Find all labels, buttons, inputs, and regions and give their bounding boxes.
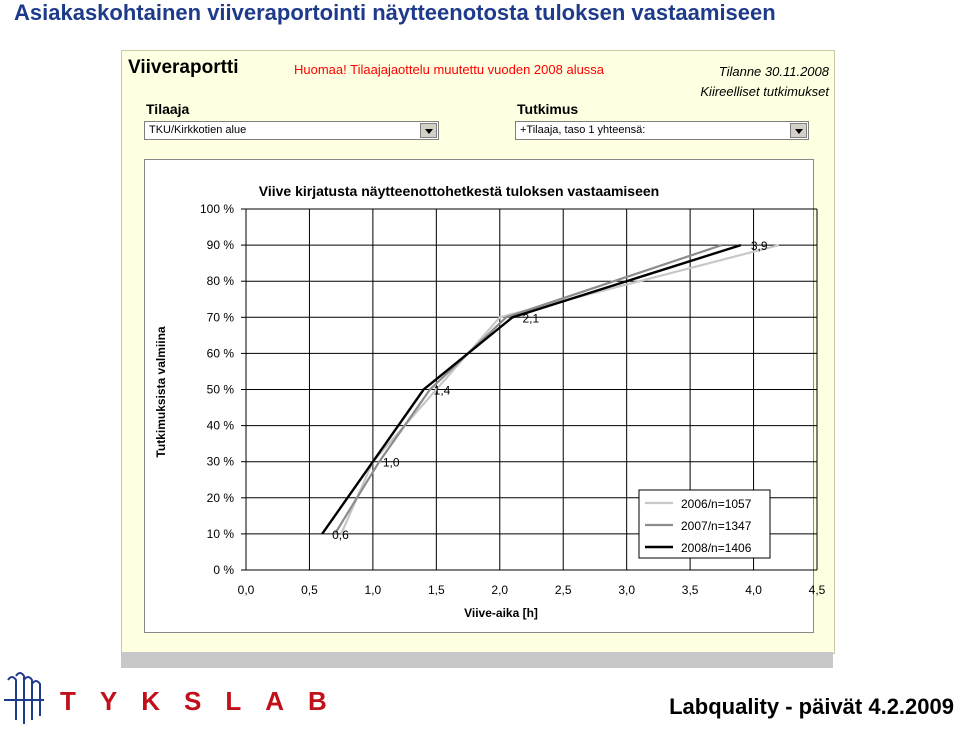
y-axis-label: Tutkimuksista valmiina	[154, 326, 168, 458]
x-tick-label: 0,0	[237, 583, 255, 597]
data-label: 2,1	[522, 311, 540, 326]
slide-title: Asiakaskohtainen viiveraportointi näytteenotosta tuloksen vastaamiseen	[14, 0, 776, 25]
test-select[interactable]	[515, 121, 809, 140]
chart-area	[144, 159, 826, 633]
y-tick-label: 40 %	[206, 418, 234, 433]
y-tick-label: 100 %	[199, 202, 234, 216]
delay-chart	[145, 160, 826, 632]
x-tick-label: 2,5	[554, 583, 572, 597]
status-block	[700, 62, 829, 102]
x-tick-label: 2,0	[491, 583, 509, 597]
data-label: 1,4	[433, 383, 451, 398]
report-panel	[121, 50, 835, 654]
chart-title: Viive kirjatusta näytteenottohetkestä tuloksen vastaamiseen	[258, 183, 660, 199]
test-select-value: +Tilaaja, taso 1 yhteensä:	[520, 124, 646, 136]
panel-scrollbar[interactable]	[121, 652, 833, 668]
customer-select[interactable]	[144, 121, 439, 140]
x-tick-label: 4,0	[745, 583, 762, 597]
y-tick-label: 10 %	[206, 526, 234, 541]
y-tick-label: 70 %	[206, 310, 234, 325]
test-label: Tutkimus	[517, 101, 579, 117]
data-label: 0,6	[332, 527, 349, 542]
x-tick-label: 0,5	[301, 583, 318, 597]
x-tick-label: 3,0	[618, 583, 636, 597]
tykslab-logo-icon	[2, 670, 50, 726]
data-label: 1,0	[382, 455, 400, 470]
y-tick-label: 90 %	[206, 238, 234, 253]
legend-entry: 2008/n=1406	[681, 541, 752, 555]
x-tick-label: 1,0	[364, 583, 382, 597]
y-tick-label: 50 %	[206, 382, 234, 397]
legend-entry: 2007/n=1347	[681, 519, 752, 533]
legend-entry: 2006/n=1057	[681, 497, 752, 511]
footer-title: Labquality - päivät 4.2.2009	[669, 694, 954, 719]
data-label: 3,9	[750, 239, 768, 254]
report-title: Viiveraportti	[128, 57, 239, 78]
status-mode: Kiireelliset tutkimukset	[700, 84, 829, 99]
y-tick-label: 20 %	[206, 490, 234, 505]
chevron-down-icon[interactable]	[790, 123, 807, 138]
y-tick-label: 0 %	[213, 563, 234, 577]
x-tick-label: 3,5	[681, 583, 699, 597]
y-tick-label: 60 %	[206, 346, 234, 361]
status-date: Tilanne 30.11.2008	[718, 64, 829, 79]
chevron-down-icon[interactable]	[420, 123, 437, 138]
x-tick-label: 4,5	[808, 583, 826, 597]
x-tick-label: 1,5	[427, 583, 445, 597]
y-tick-label: 80 %	[206, 274, 234, 289]
x-axis-label: Viive-aika [h]	[464, 606, 538, 620]
customer-label: Tilaaja	[146, 101, 190, 117]
customer-select-value: TKU/Kirkkotien alue	[149, 124, 247, 136]
notice-text: Huomaa! Tilaajajaottelu muutettu vuoden 2008 alussa	[294, 62, 605, 77]
brand-wordmark: TYKSLAB	[60, 686, 351, 716]
y-tick-label: 30 %	[206, 454, 234, 469]
